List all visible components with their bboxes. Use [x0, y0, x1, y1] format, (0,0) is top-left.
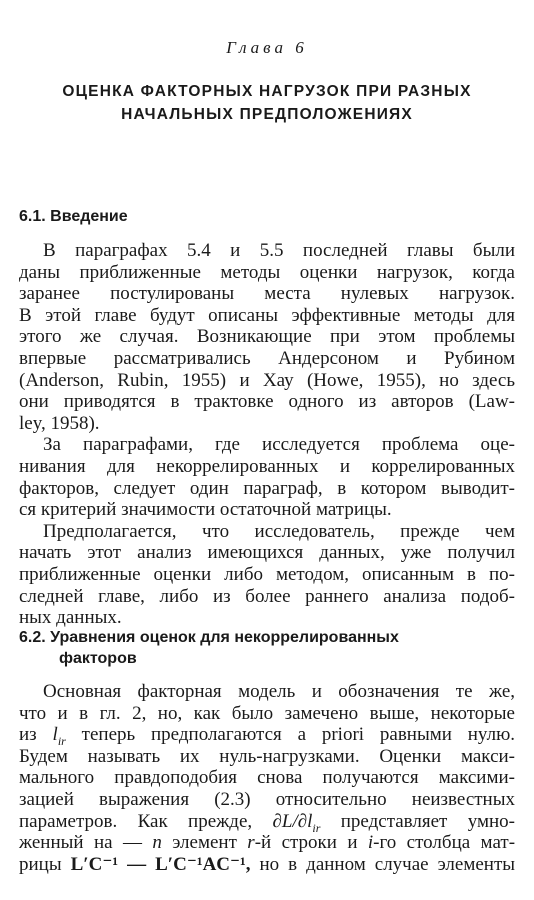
section-heading-6-2-line-2: факторов: [59, 650, 137, 667]
text-line: В параграфах 5.4 и 5.5 последней главы были: [43, 240, 515, 261]
text-line: даны приближенные методы оценки нагрузок, когда: [19, 261, 515, 283]
section-heading-6-1: 6.1. Введение: [19, 208, 128, 225]
section-heading-6-2: [19, 627, 399, 669]
math-derivative: $\partial L/\partial l_{ir}$: [272, 810, 321, 835]
text-line: Будем называть их нуль-нагрузками. Оценки макси-: [19, 745, 515, 767]
section-heading-6-2-line-1: 6.2. Уравнения оценок для некоррелированных: [19, 629, 399, 646]
text-line: что и в гл. 2, но, как было замечено выше, некоторые: [19, 702, 515, 724]
text-line: из $l_{ir}$ теперь предполагаются a priori равными нулю.: [19, 724, 516, 748]
chapter-title-line-1: ОЦЕНКА ФАКТОРНЫХ НАГРУЗОК ПРИ РАЗНЫХ: [62, 83, 472, 100]
text-line: приближенные оценки либо методом, описанным в по-: [19, 563, 515, 585]
text-line: ся критерий значимости остаточной матрицы.: [19, 499, 392, 521]
text-line: ных данных.: [19, 607, 122, 629]
text-line: этого же случая. Возникающие при этом проблемы: [19, 326, 515, 348]
text-line: зацией выражения (2.3) относительно неизвестных: [19, 788, 515, 810]
text-line: впервые рассматривались Андерсоном и Рубином: [19, 347, 515, 369]
text-line: Основная факторная модель и обозначения те же,: [43, 681, 515, 702]
text-line: (Anderson, Rubin, 1955) и Хау (Howe, 1955), но здесь: [19, 369, 515, 391]
text-line: параметров. Как прежде, $\partial L/\partial l_{ir}$ представляет умно-: [19, 810, 515, 835]
text-line: начать этот анализ имеющихся данных, уже получил: [19, 542, 515, 564]
text-line: заранее постулированы места нулевых нагрузок.: [19, 283, 515, 305]
text-line: рицы L′C⁻¹ — L′C⁻¹AC⁻¹, но в данном случае элементы: [19, 853, 516, 875]
text-line: нивания для некоррелированных и коррелированных: [19, 455, 515, 477]
text-line: факторов, следует один параграф, в котором выводит-: [19, 477, 515, 499]
math-l-ir: $l_{ir}$: [52, 724, 66, 748]
chapter-title: [0, 80, 534, 126]
text-line: женный на — n элемент r-й строки и i-го столбца мат-: [19, 832, 516, 854]
chapter-title-line-2: НАЧАЛЬНЫХ ПРЕДПОЛОЖЕНИЯХ: [121, 106, 413, 123]
text-line: В этой главе будут описаны эффективные методы для: [19, 304, 515, 326]
section-6-2-body: [19, 681, 515, 875]
text-line: ley, 1958).: [19, 412, 100, 434]
text-line: Предполагается, что исследователь, прежде чем: [43, 520, 515, 542]
text-line: они приводятся в трактовке одного из авторов (Law-: [19, 391, 515, 413]
text-line: мального правдоподобия снова получаются максими-: [19, 767, 515, 789]
text-line: За параграфами, где исследуется проблема оце-: [43, 434, 515, 456]
chapter-label: Глава 6: [226, 38, 308, 57]
text-line: следней главе, либо из более раннего анализа подоб-: [19, 585, 515, 607]
math-matrix-expression: L′C⁻¹ — L′C⁻¹AC⁻¹,: [70, 853, 251, 875]
section-6-1-body: [19, 240, 515, 629]
